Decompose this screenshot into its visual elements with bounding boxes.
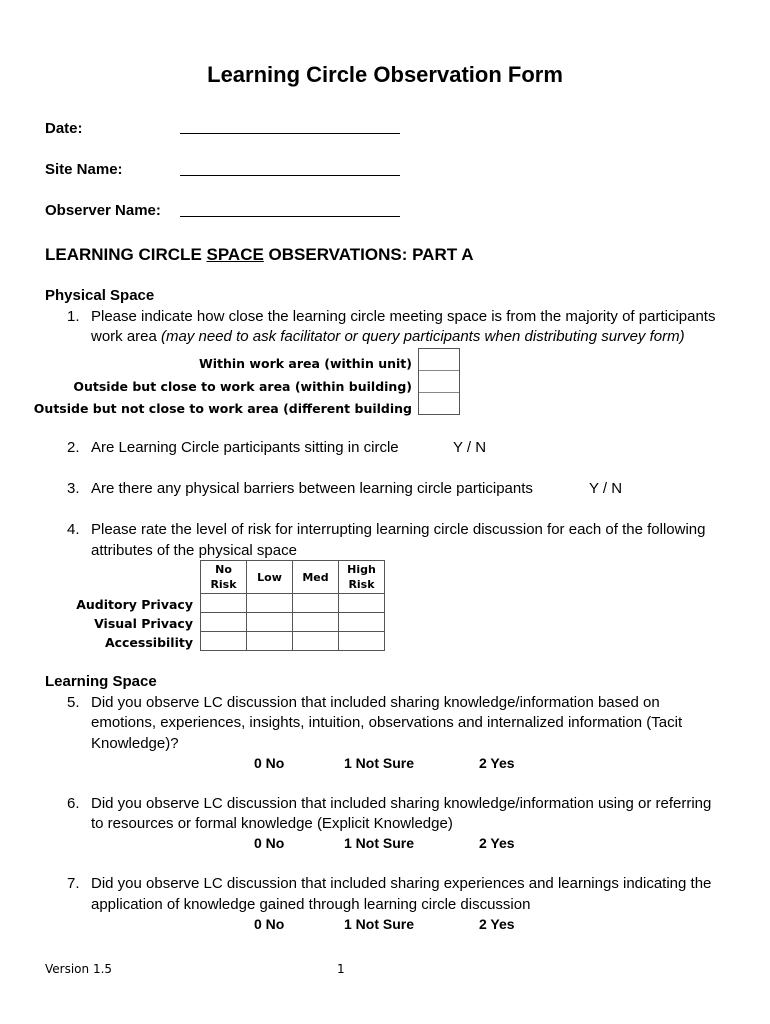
question-2-text: Are Learning Circle participants sitting in circle — [91, 439, 399, 456]
col-header-low: Low — [247, 561, 293, 594]
question-1-number: 1. — [67, 308, 80, 325]
q6-option-not-sure[interactable]: 1 Not Sure — [344, 835, 415, 851]
cell-visual-med[interactable] — [293, 613, 339, 632]
row-label-accessibility: Accessibility — [104, 635, 193, 650]
risk-rating-table — [200, 560, 385, 651]
question-5-text-line2: emotions, experiences, insights, intuition, observations and internalized information (Tacit — [91, 714, 683, 731]
question-2-yes-no[interactable]: Y / N — [453, 439, 487, 456]
row-label-auditory-privacy: Auditory Privacy — [76, 597, 193, 612]
q7-option-no[interactable]: 0 No — [254, 916, 285, 932]
question-6-text: Did you observe LC discussion that included sharing knowledge/information using or referring — [91, 795, 712, 812]
footer-version: Version 1.5 — [45, 962, 113, 976]
date-label: Date: — [45, 120, 83, 137]
table-row — [201, 594, 385, 613]
checkbox-outside-not-close[interactable] — [419, 393, 459, 414]
cell-visual-no-risk[interactable] — [201, 613, 247, 632]
option-outside-close: Outside but close to work area (within building) — [73, 379, 412, 394]
learning-space-heading: Learning Space — [45, 673, 157, 690]
row-label-visual-privacy: Visual Privacy — [94, 616, 193, 631]
question-3-number: 3. — [67, 480, 80, 497]
cell-accessibility-no-risk[interactable] — [201, 632, 247, 651]
cell-accessibility-high[interactable] — [339, 632, 385, 651]
section-heading-part-a: LEARNING CIRCLE SPACE OBSERVATIONS: PART A — [45, 245, 474, 264]
date-field[interactable] — [180, 133, 400, 134]
col-header-no-risk: No Risk — [201, 561, 247, 594]
site-name-field[interactable] — [180, 175, 400, 176]
cell-accessibility-low[interactable] — [247, 632, 293, 651]
question-3-text: Are there any physical barriers between learning circle participants — [91, 480, 533, 497]
site-name-label: Site Name: — [45, 161, 123, 178]
table-row — [201, 632, 385, 651]
option-outside-not-close: Outside but not close to work area (different building — [33, 401, 412, 416]
physical-space-heading: Physical Space — [45, 287, 155, 304]
checkbox-within-work-area[interactable] — [419, 349, 459, 371]
col-header-high-risk: High Risk — [339, 561, 385, 594]
cell-auditory-low[interactable] — [247, 594, 293, 613]
footer-page-number: 1 — [337, 962, 345, 976]
q6-option-yes[interactable]: 2 Yes — [479, 835, 515, 851]
question-6-text-line2: to resources or formal knowledge (Explicit Knowledge) — [91, 815, 453, 832]
q5-option-not-sure[interactable]: 1 Not Sure — [344, 755, 415, 771]
question-3-yes-no[interactable]: Y / N — [589, 480, 623, 497]
question-7-text-line2: application of knowledge gained through learning circle discussion — [91, 896, 531, 913]
table-row — [201, 613, 385, 632]
q1-checkbox-group — [418, 348, 460, 415]
option-within-work-area: Within work area (within unit) — [198, 356, 412, 371]
cell-accessibility-med[interactable] — [293, 632, 339, 651]
q5-option-no[interactable]: 0 No — [254, 755, 285, 771]
question-4-number: 4. — [67, 521, 80, 538]
q6-option-no[interactable]: 0 No — [254, 835, 285, 851]
observer-name-label: Observer Name: — [45, 202, 161, 219]
question-6-number: 6. — [67, 795, 80, 812]
cell-auditory-high[interactable] — [339, 594, 385, 613]
question-4-text: Please rate the level of risk for interrupting learning circle discussion for each of the following — [91, 521, 706, 538]
question-7-number: 7. — [67, 875, 80, 892]
question-1-text: Please indicate how close the learning circle meeting space is from the majority of participants — [91, 308, 716, 325]
col-header-med: Med — [293, 561, 339, 594]
observer-name-field[interactable] — [180, 216, 400, 217]
question-5-text-line3: Knowledge)? — [91, 735, 179, 752]
q5-option-yes[interactable]: 2 Yes — [479, 755, 515, 771]
question-2-number: 2. — [67, 439, 80, 456]
checkbox-outside-close[interactable] — [419, 371, 459, 393]
question-4-text-line2: attributes of the physical space — [91, 542, 297, 559]
cell-auditory-no-risk[interactable] — [201, 594, 247, 613]
q7-option-yes[interactable]: 2 Yes — [479, 916, 515, 932]
q7-option-not-sure[interactable]: 1 Not Sure — [344, 916, 415, 932]
question-1-text-line2: work area (may need to ask facilitator or query participants when distributing survey form) — [91, 328, 685, 345]
question-5-text: Did you observe LC discussion that included sharing knowledge/information based on — [91, 694, 660, 711]
question-5-number: 5. — [67, 694, 80, 711]
page-title: Learning Circle Observation Form — [207, 62, 563, 87]
cell-auditory-med[interactable] — [293, 594, 339, 613]
cell-visual-high[interactable] — [339, 613, 385, 632]
cell-visual-low[interactable] — [247, 613, 293, 632]
question-7-text: Did you observe LC discussion that included sharing experiences and learnings indicating the — [91, 875, 712, 892]
